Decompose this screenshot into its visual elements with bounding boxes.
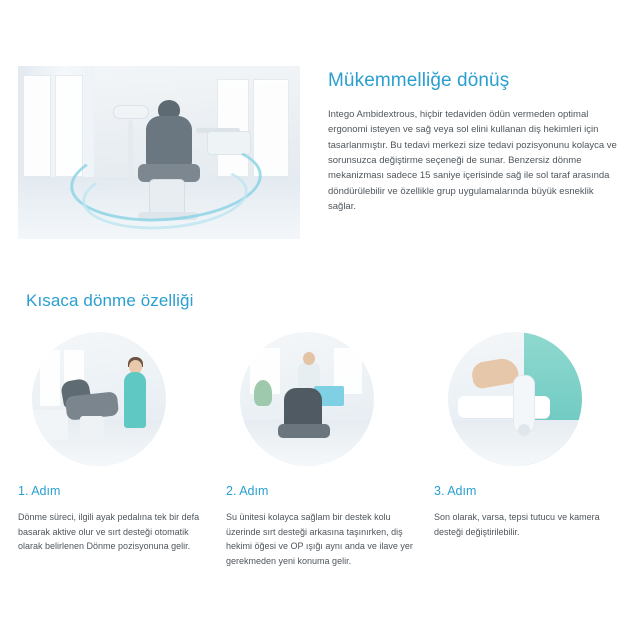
chair-base xyxy=(80,416,104,438)
window-pane xyxy=(56,76,82,176)
step-title: 2. Adım xyxy=(226,484,269,498)
step-item xyxy=(226,332,414,568)
step-title: 3. Adım xyxy=(434,484,477,498)
step-1-photo xyxy=(32,332,166,466)
adjustment-knob xyxy=(518,424,530,436)
step-item xyxy=(18,332,206,568)
tray-holder xyxy=(458,396,550,418)
hero-body: Intego Ambidextrous, hiçbir tedaviden ödün vermeden optimal ergonomi isteyen ve sağ veya sol elini kullanan diş hekimleri için tasarlanmıştır. Bu tedavi merkezi size tedavi pozisyonunu kolayca ve sorunsuzca değiştirme seçeneği de sunar. Benzersiz dönme mekanizması sadece 15 saniye içerisinde sağ ile sol taraf arasında döndürülebilir ve özellikle grup uygulamalarında büyük esneklik sağlar. xyxy=(328,108,617,213)
window-pane xyxy=(40,350,60,406)
hero-image xyxy=(18,66,300,239)
section-title: Kısaca dönme özelliği xyxy=(26,291,194,310)
dentist-head xyxy=(303,352,315,365)
operating-light-icon xyxy=(114,106,148,118)
window-pane xyxy=(24,76,50,176)
hand xyxy=(470,356,520,390)
hero-text-block xyxy=(328,66,622,214)
step-3-photo xyxy=(448,332,582,466)
step-title: 1. Adım xyxy=(18,484,61,498)
step-body: Son olarak, varsa, tepsi tutucu ve kamera desteği değiştirilebilir. xyxy=(434,512,600,537)
step-2-photo xyxy=(240,332,374,466)
plant xyxy=(254,380,272,406)
dentist-figure xyxy=(124,372,146,428)
hero-title: Mükemmelliğe dönüş xyxy=(328,70,510,91)
steps-row xyxy=(18,332,622,568)
hero-section xyxy=(18,66,622,239)
window-pane xyxy=(254,80,288,176)
cabinet xyxy=(32,410,68,440)
chair-seat xyxy=(278,424,330,438)
step-body: Dönme süreci, ilgili ayak pedalına tek bir defa basarak aktive olur ve sırt desteği otomatik olarak belirlenen Dönme pozisyonuna gelir. xyxy=(18,512,200,552)
step-body: Su ünitesi kolayca sağlam bir destek kolu üzerinde sırt desteği arkasına taşınırken, diş hekimi öğesi ve OP ışığı aynı anda ve ilave yer gerekmeden yeni konuma gelir. xyxy=(226,512,413,566)
step-item xyxy=(434,332,622,568)
